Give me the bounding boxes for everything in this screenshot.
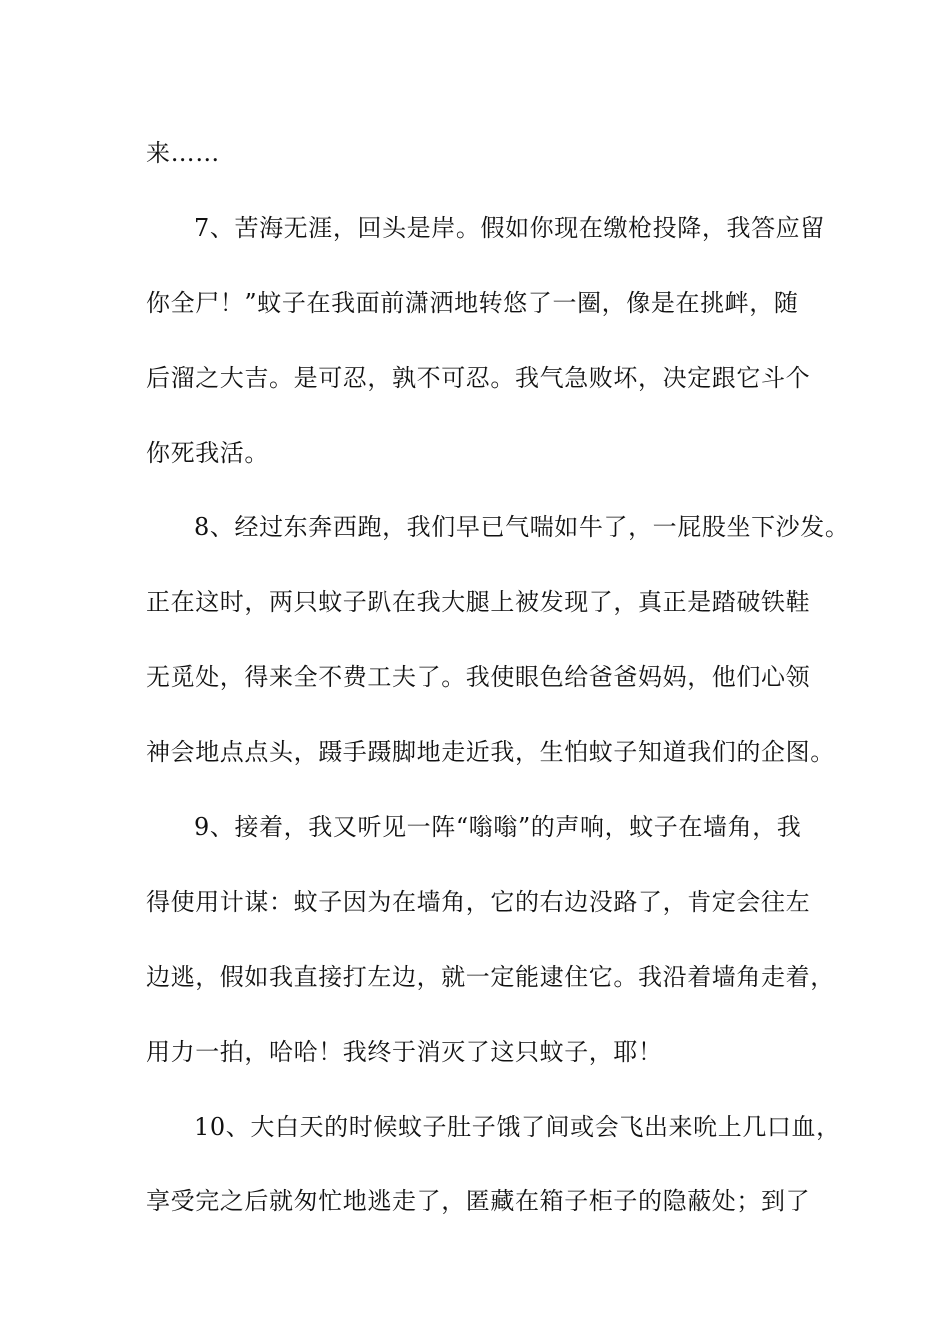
text-line: 用力一拍，哈哈！我终于消灭了这只蚊子，耶！ <box>146 1037 663 1066</box>
text-line: 无觅处，得来全不费工夫了。我使眼色给爸爸妈妈，他们心领 <box>146 663 811 692</box>
paragraph-8-line-1: 8、经过东奔西跑，我们早已气喘如牛了，一屁股坐下沙发。 <box>194 513 850 542</box>
text-line: 来…… <box>146 139 220 167</box>
paragraph-10-line-1: 10、大白天的时候蚊子肚子饿了间或会飞出来吮上几口血， <box>194 1112 841 1141</box>
text-line: 边逃，假如我直接打左边，就一定能逮住它。我沿着墙角走着， <box>146 962 835 991</box>
text-line: 享受完之后就匆忙地逃走了，匿藏在箱子柜子的隐蔽处；到了 <box>146 1187 811 1216</box>
text-line: 神会地点点头，蹑手蹑脚地走近我，生怕蚊子知道我们的企图。 <box>146 738 835 767</box>
paragraph-9-line-1: 9、接着，我又听见一阵“嗡嗡”的声响，蚊子在墙角，我 <box>194 813 802 842</box>
text-line: 你全尸！”蚊子在我面前潇洒地转悠了一圈，像是在挑衅，随 <box>146 288 799 317</box>
document-body <box>146 128 850 1251</box>
text-line: 得使用计谋：蚊子因为在墙角，它的右边没路了，肯定会往左 <box>146 887 811 916</box>
text-line: 你死我活。 <box>146 438 269 467</box>
text-line: 正在这时，两只蚊子趴在我大腿上被发现了，真正是踏破铁鞋 <box>146 588 811 617</box>
text-line: 后溜之大吉。是可忍，孰不可忍。我气急败坏，决定跟它斗个 <box>146 363 811 392</box>
paragraph-7-line-1: 7、苦海无涯，回头是岸。假如你现在缴枪投降，我答应留 <box>194 213 825 242</box>
